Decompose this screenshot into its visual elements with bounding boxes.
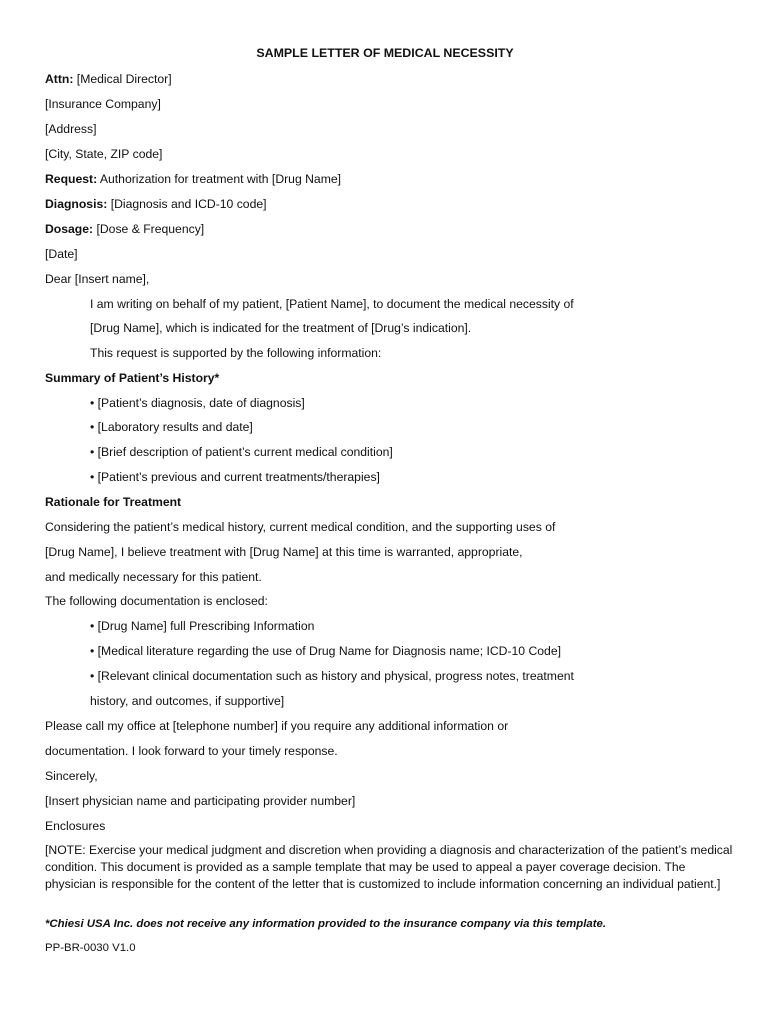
rationale-line: The following documentation is enclosed: <box>45 594 268 608</box>
request-line <box>45 172 341 186</box>
enclosed-item: history, and outcomes, if supportive] <box>90 694 285 708</box>
attn-value: [Medical Director] <box>73 72 172 86</box>
diagnosis-line <box>45 197 267 211</box>
document-code: PP-BR-0030 V1.0 <box>45 942 136 954</box>
insurance-line: [Insurance Company] <box>45 97 161 111</box>
rationale-heading: Rationale for Treatment <box>45 495 182 509</box>
rationale-line: Considering the patient’s medical history, current medical condition, and the supporting uses of <box>45 520 556 534</box>
date-line: [Date] <box>45 247 78 261</box>
enclosed-item: • [Medical literature regarding the use of Drug Name for Diagnosis name; ICD-10 Code] <box>90 644 561 658</box>
intro-line: I am writing on behalf of my patient, [Patient Name], to document the medical necessity of <box>90 297 574 311</box>
enclosures-label: Enclosures <box>45 819 106 833</box>
history-heading: Summary of Patient’s History* <box>45 371 220 385</box>
disclaimer: *Chiesi USA Inc. does not receive any information provided to the insurance company via this template. <box>45 918 607 930</box>
city-line: [City, State, ZIP code] <box>45 147 163 161</box>
intro-line: This request is supported by the following information: <box>90 346 382 360</box>
request-value: Authorization for treatment with [Drug Name] <box>97 172 342 186</box>
history-item: • [Patient’s previous and current treatments/therapies] <box>90 470 380 484</box>
request-label: Request: <box>45 172 98 186</box>
rationale-line: [Drug Name], I believe treatment with [Drug Name] at this time is warranted, appropriate, <box>45 545 523 559</box>
diagnosis-value: [Diagnosis and ICD-10 code] <box>107 197 267 211</box>
dosage-value: [Dose & Frequency] <box>93 222 205 236</box>
dosage-line <box>45 222 204 236</box>
sincerely: Sincerely, <box>45 769 98 783</box>
diagnosis-label: Diagnosis: <box>45 197 108 211</box>
attn-label: Attn: <box>45 72 74 86</box>
history-item: • [Laboratory results and date] <box>90 420 253 434</box>
salutation: Dear [Insert name], <box>45 272 150 286</box>
closing-line: Please call my office at [telephone number] if you require any additional information or <box>45 719 509 733</box>
attn-line <box>45 72 172 86</box>
enclosed-item: • [Relevant clinical documentation such as history and physical, progress notes, treatment <box>90 669 574 683</box>
page-title: SAMPLE LETTER OF MEDICAL NECESSITY <box>256 46 514 60</box>
rationale-line: and medically necessary for this patient. <box>45 570 262 584</box>
address-line: [Address] <box>45 122 97 136</box>
enclosed-item: • [Drug Name] full Prescribing Information <box>90 619 315 633</box>
history-item: • [Patient’s diagnosis, date of diagnosis] <box>90 396 305 410</box>
history-item: • [Brief description of patient’s current medical condition] <box>90 445 393 459</box>
dosage-label: Dosage: <box>45 222 94 236</box>
intro-line: [Drug Name], which is indicated for the treatment of [Drug’s indication]. <box>90 321 472 335</box>
signature-line: [Insert physician name and participating provider number] <box>45 794 356 808</box>
note-paragraph: [NOTE: Exercise your medical judgment and discretion when providing a diagnosis and characterization of the patient’s medical condition. This document is provided as a sample template that may be used to appeal a payer coverage decision. The physician is responsible for the content of the letter that is customized to include information concerning an individual patient.] <box>45 843 733 891</box>
closing-line: documentation. I look forward to your timely response. <box>45 744 338 758</box>
